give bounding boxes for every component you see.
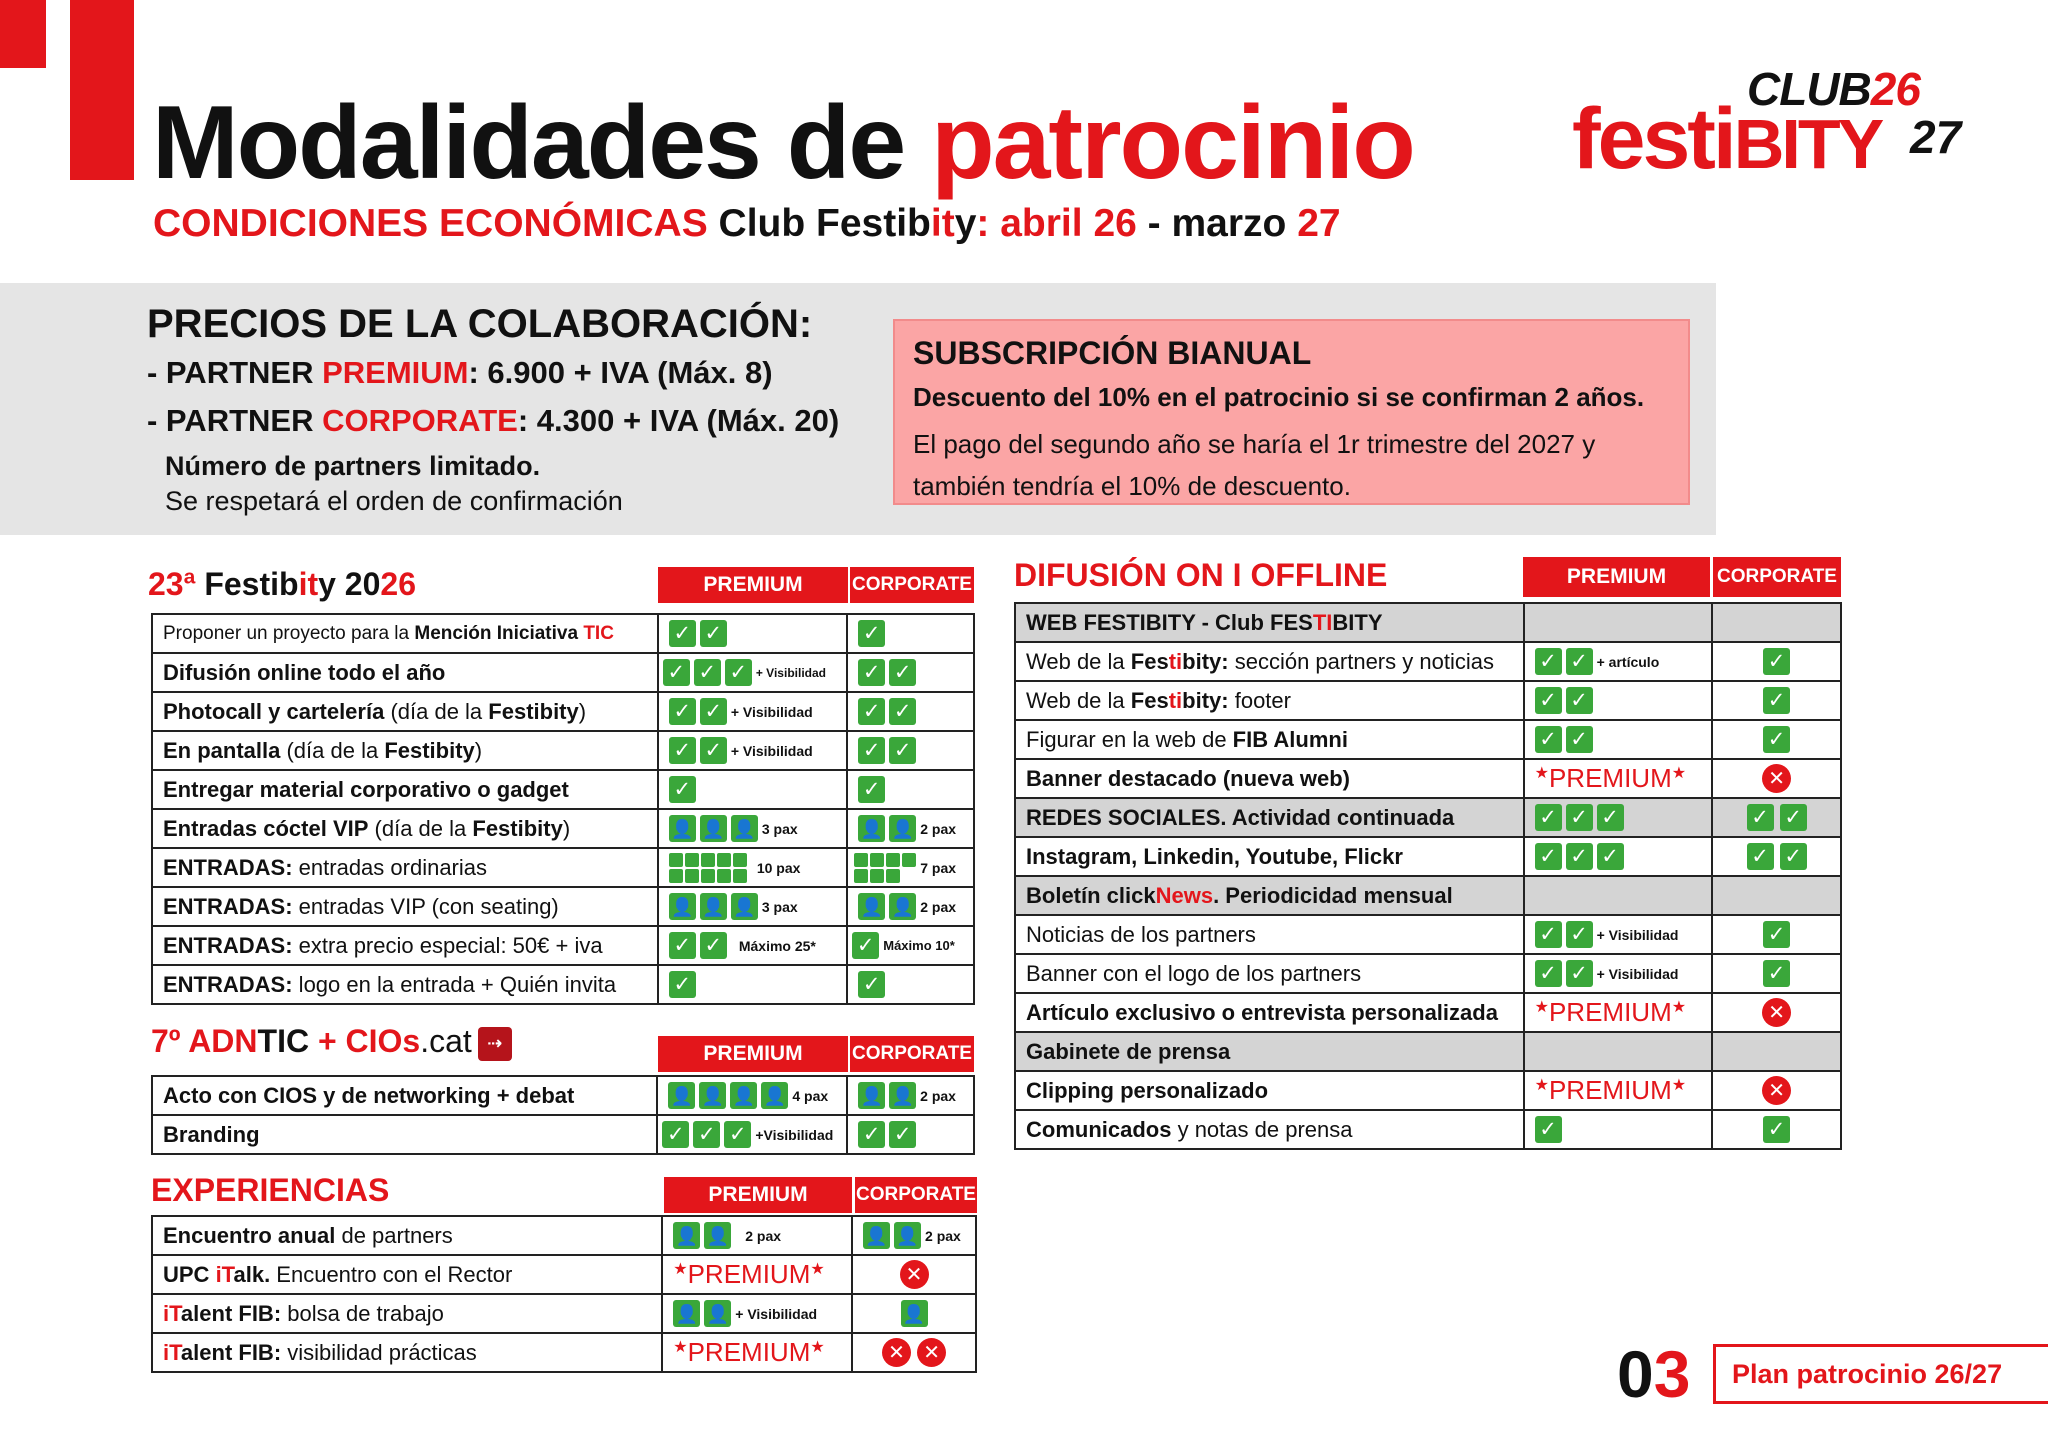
logo-festibity: festiBITY	[1572, 91, 1882, 187]
table-row	[1015, 681, 1841, 720]
premium-cell	[1524, 1071, 1713, 1110]
corporate-cell: 👤 👤 2 pax	[852, 1216, 976, 1255]
price-premium: - PARTNER PREMIUM: 6.900 + IVA (Máx. 8)	[147, 355, 773, 390]
subtitle-part: it	[930, 202, 955, 245]
check-icon: ✓	[858, 776, 885, 803]
table-row	[1015, 954, 1841, 993]
premium-cell: ✓ ✓ Máximo 25*	[658, 926, 847, 965]
check-icon: ✓	[1763, 960, 1790, 987]
premium-cell	[1524, 993, 1713, 1032]
table-row	[152, 1294, 976, 1333]
table-row	[1015, 642, 1841, 681]
subscription-bold: Descuento del 10% en el patrocinio si se confirman 2 años.	[913, 382, 1645, 412]
check-icon: ✓	[858, 971, 885, 998]
corporate-cell	[1712, 798, 1841, 837]
subscription-box	[893, 319, 1690, 505]
row-label: Photocall y cartelería (día de la Festibity)	[152, 692, 658, 731]
check-icon: ✓	[669, 620, 696, 647]
person-icon: 👤	[673, 1222, 700, 1249]
person-icon: 👤	[731, 893, 758, 920]
subtitle-part: : abril	[976, 202, 1094, 245]
check-icon: ✓	[858, 737, 885, 764]
table-row	[152, 1255, 976, 1294]
corporate-cell: 👤 👤 2 pax	[847, 1076, 974, 1115]
premium-cell	[658, 965, 847, 1004]
premium-cell: ✓ ✓ + Visibilidad	[1524, 915, 1713, 954]
premium-cell: ✓ ✓ + Visibilidad	[1524, 954, 1713, 993]
corporate-cell: 👤 👤 2 pax	[847, 809, 974, 848]
row-label: Encuentro anual de partners	[152, 1216, 662, 1255]
corporate-cell	[1712, 642, 1841, 681]
table-row	[1015, 759, 1841, 798]
check-icon: ✓	[1535, 804, 1562, 831]
table-row	[152, 965, 974, 1004]
check-icon: ✓	[1763, 1116, 1790, 1143]
table-row	[1015, 993, 1841, 1032]
check-icon: ✓	[1566, 960, 1593, 987]
premium-cell	[662, 1255, 852, 1294]
logo-club: CLUB26	[1747, 63, 1920, 115]
corporate-cell	[1712, 993, 1841, 1032]
table-row	[152, 692, 974, 731]
corporate-cell	[1712, 759, 1841, 798]
title-text: Modalidades de	[152, 85, 905, 201]
row-label: iTalent FIB: bolsa de trabajo	[152, 1294, 662, 1333]
difusion-heading: DIFUSIÓN ON I OFFLINE	[1014, 557, 1388, 593]
row-label: Entradas cóctel VIP (día de la Festibity)	[152, 809, 658, 848]
corporate-cell	[1712, 1110, 1841, 1149]
check-icon: ✓	[1535, 687, 1562, 714]
premium-cell: 👤 👤 👤 👤 4 pax	[657, 1076, 847, 1115]
check-icon: ✓	[1535, 921, 1562, 948]
check-icon: ✓	[694, 659, 721, 686]
premium-cell	[1524, 759, 1713, 798]
person-icon: 👤	[889, 815, 916, 842]
cross-icon: ✕	[882, 1338, 911, 1367]
col-corporate: CORPORATE	[855, 1177, 977, 1213]
table-row	[152, 848, 974, 887]
corporate-cell	[847, 653, 974, 692]
difusion-table	[1014, 602, 1842, 1150]
corporate-cell	[1712, 837, 1841, 876]
cross-icon: ✕	[1762, 998, 1791, 1027]
experiencias-table	[151, 1215, 977, 1373]
people-group-icon	[854, 853, 916, 883]
check-icon: ✓	[669, 776, 696, 803]
check-icon: ✓	[858, 698, 885, 725]
check-icon: ✓	[858, 1121, 885, 1148]
check-icon: ✓	[1763, 687, 1790, 714]
corporate-cell	[847, 731, 974, 770]
cross-icon: ✕	[1762, 764, 1791, 793]
premium-cell: 👤 👤 👤 3 pax	[658, 887, 847, 926]
row-label: Web de la Festibity: sección partners y noticias	[1015, 642, 1524, 681]
title-accent-bar	[70, 0, 134, 180]
premium-cell: 👤 👤 👤 3 pax	[658, 809, 847, 848]
person-icon: 👤	[730, 1082, 757, 1109]
check-icon: ✓	[1780, 804, 1807, 831]
check-icon: ✓	[1535, 1116, 1562, 1143]
plan-label: Plan patrocinio 26/27	[1713, 1344, 2048, 1404]
price-corporate: - PARTNER CORPORATE: 4.300 + IVA (Máx. 20)	[147, 403, 840, 438]
person-icon: 👤	[858, 815, 885, 842]
cross-icon: ✕	[900, 1260, 929, 1289]
prices-heading: PRECIOS DE LA COLABORACIÓN:	[147, 302, 813, 346]
table-row	[152, 1333, 976, 1372]
person-icon: 👤	[901, 1300, 928, 1327]
table-section-row	[1015, 798, 1841, 837]
row-label: Banner destacado (nueva web)	[1015, 759, 1524, 798]
check-icon: ✓	[725, 659, 752, 686]
table-row	[152, 1115, 974, 1154]
page-subtitle	[153, 202, 1341, 246]
person-icon: 👤	[858, 893, 885, 920]
table-row	[152, 926, 974, 965]
table-row	[1015, 837, 1841, 876]
table-row	[152, 809, 974, 848]
check-icon: ✓	[1566, 687, 1593, 714]
premium-cell	[658, 770, 847, 809]
check-icon: ✓	[1763, 726, 1790, 753]
table-row	[1015, 720, 1841, 759]
table-section-row	[1015, 1032, 1841, 1071]
row-label: iTalent FIB: visibilidad prácticas	[152, 1333, 662, 1372]
premium-cell	[662, 1333, 852, 1372]
premium-only-badge: ★PREMIUM★	[673, 1259, 825, 1289]
person-icon: 👤	[894, 1222, 921, 1249]
premium-cell	[1524, 681, 1713, 720]
table-section-row	[1015, 603, 1841, 642]
subtitle-part: y	[954, 202, 977, 245]
check-icon: ✓	[700, 737, 727, 764]
check-icon: ✓	[889, 737, 916, 764]
person-icon: 👤	[889, 893, 916, 920]
corporate-cell	[1712, 915, 1841, 954]
check-icon: ✓	[669, 971, 696, 998]
table-row	[1015, 1110, 1841, 1149]
corporate-cell	[1712, 681, 1841, 720]
page-number: 03	[1617, 1337, 1691, 1411]
check-icon: ✓	[858, 659, 885, 686]
festibity-table	[151, 613, 975, 1005]
premium-cell: ✓ ✓ ✓ + Visibilidad	[658, 653, 847, 692]
check-icon: ✓	[1566, 843, 1593, 870]
check-icon: ✓	[858, 620, 885, 647]
premium-cell	[1524, 837, 1713, 876]
row-label: Artículo exclusivo o entrevista personalizada	[1015, 993, 1524, 1032]
person-icon: 👤	[699, 1082, 726, 1109]
adntic-heading: 7º ADNTIC + CIOs.cat ⇢	[151, 1023, 512, 1061]
row-label: Banner con el logo de los partners	[1015, 954, 1524, 993]
person-icon: 👤	[673, 1300, 700, 1327]
corporate-cell	[852, 1333, 976, 1372]
col-corporate: CORPORATE	[850, 1036, 974, 1072]
premium-cell: ✓ ✓ + artículo	[1524, 642, 1713, 681]
row-label: UPC iTalk. Encuentro con el Rector	[152, 1255, 662, 1294]
subtitle-part: 27	[1297, 202, 1341, 245]
check-icon: ✓	[669, 932, 696, 959]
premium-cell: 👤 👤 + Visibilidad	[662, 1294, 852, 1333]
check-icon: ✓	[700, 698, 727, 725]
check-icon: ✓	[1747, 843, 1774, 870]
check-icon: ✓	[889, 659, 916, 686]
premium-cell: 10 pax	[658, 848, 847, 887]
prices-section	[147, 302, 867, 517]
logo-year: 27	[1910, 111, 1962, 163]
club-festibity-logo	[1572, 62, 1972, 202]
table-row	[152, 731, 974, 770]
row-label: Entregar material corporativo o gadget	[152, 770, 658, 809]
table-row	[152, 1076, 974, 1115]
corporate-cell	[1712, 720, 1841, 759]
corporate-cell	[1712, 954, 1841, 993]
check-icon: ✓	[1780, 843, 1807, 870]
table-row	[152, 770, 974, 809]
row-label: Instagram, Linkedin, Youtube, Flickr	[1015, 837, 1524, 876]
check-icon: ✓	[1763, 648, 1790, 675]
corporate-cell	[847, 614, 974, 653]
premium-cell	[1524, 720, 1713, 759]
col-premium: PREMIUM	[658, 567, 848, 603]
check-icon: ✓	[669, 698, 696, 725]
row-label: Clipping personalizado	[1015, 1071, 1524, 1110]
subtitle-part: 26	[1093, 202, 1137, 245]
check-icon: ✓	[1566, 921, 1593, 948]
corporate-cell	[847, 770, 974, 809]
person-icon: 👤	[669, 893, 696, 920]
check-icon: ✓	[662, 1121, 689, 1148]
row-label: Comunicados y notas de prensa	[1015, 1110, 1524, 1149]
table-row	[1015, 915, 1841, 954]
check-icon: ✓	[1597, 804, 1624, 831]
title-highlight: patrocinio	[931, 85, 1414, 201]
experiencias-heading: EXPERIENCIAS	[151, 1172, 390, 1208]
table-row	[152, 1216, 976, 1255]
corporate-cell	[847, 965, 974, 1004]
people-group-icon	[669, 853, 747, 883]
row-label: ENTRADAS: extra precio especial: 50€ + iva	[152, 926, 658, 965]
check-icon: ✓	[669, 737, 696, 764]
subtitle-part: - marzo	[1136, 202, 1298, 245]
check-icon: ✓	[1535, 843, 1562, 870]
corporate-cell	[852, 1294, 976, 1333]
adntic-table	[151, 1075, 975, 1155]
cross-icon: ✕	[1762, 1076, 1791, 1105]
col-premium: PREMIUM	[658, 1036, 848, 1072]
check-icon: ✓	[1535, 648, 1562, 675]
premium-only-badge: ★PREMIUM★	[1534, 763, 1687, 793]
corporate-cell	[852, 1255, 976, 1294]
subtitle-part: Club Festib	[718, 202, 931, 245]
check-icon: ✓	[1566, 804, 1593, 831]
corporate-cell	[847, 1115, 974, 1154]
cios-logo-icon: ⇢	[478, 1027, 512, 1061]
corporate-cell	[847, 692, 974, 731]
person-icon: 👤	[863, 1222, 890, 1249]
row-label: Proponer un proyecto para la Mención Iniciativa TIC	[152, 614, 658, 653]
row-label: Branding	[152, 1115, 657, 1154]
row-label: Acto con CIOS y de networking + debat	[152, 1076, 657, 1115]
col-premium: PREMIUM	[664, 1177, 852, 1213]
premium-cell	[1524, 798, 1713, 837]
person-icon: 👤	[668, 1082, 695, 1109]
row-label: Difusión online todo el año	[152, 653, 658, 692]
row-label: ENTRADAS: entradas ordinarias	[152, 848, 658, 887]
corporate-cell: ✓ Máximo 10*	[847, 926, 974, 965]
row-label: WEB FESTIBITY - Club FESTIBITY	[1015, 603, 1524, 642]
check-icon: ✓	[1747, 804, 1774, 831]
table-row	[152, 614, 974, 653]
table-section-row	[1015, 876, 1841, 915]
row-label: ENTRADAS: entradas VIP (con seating)	[152, 887, 658, 926]
check-icon: ✓	[663, 659, 690, 686]
premium-cell	[1524, 1110, 1713, 1149]
corporate-cell	[1712, 1071, 1841, 1110]
corporate-cell: 👤 👤 2 pax	[847, 887, 974, 926]
premium-only-badge: ★PREMIUM★	[1534, 997, 1687, 1027]
person-icon: 👤	[858, 1082, 885, 1109]
col-corporate: CORPORATE	[1713, 557, 1841, 597]
row-label: Web de la Festibity: footer	[1015, 681, 1524, 720]
page-title	[152, 86, 1414, 200]
check-icon: ✓	[1566, 648, 1593, 675]
person-icon: 👤	[669, 815, 696, 842]
check-icon: ✓	[1763, 921, 1790, 948]
person-icon: 👤	[761, 1082, 788, 1109]
check-icon: ✓	[1535, 960, 1562, 987]
check-icon: ✓	[700, 620, 727, 647]
prices-note: Se respetará el orden de confirmación	[165, 486, 623, 516]
corporate-cell: 7 pax	[847, 848, 974, 887]
premium-cell	[658, 614, 847, 653]
check-icon: ✓	[724, 1121, 751, 1148]
premium-cell: ✓ ✓ + Visibilidad	[658, 692, 847, 731]
premium-only-badge: ★PREMIUM★	[673, 1337, 825, 1367]
premium-cell: ✓ ✓ ✓ +Visibilidad	[657, 1115, 847, 1154]
subscription-heading: SUBSCRIPCIÓN BIANUAL	[913, 335, 1312, 371]
person-icon: 👤	[700, 815, 727, 842]
table-row	[1015, 1071, 1841, 1110]
check-icon: ✓	[852, 932, 879, 959]
check-icon: ✓	[700, 932, 727, 959]
person-icon: 👤	[704, 1300, 731, 1327]
row-label: Gabinete de prensa	[1015, 1032, 1524, 1071]
col-premium: PREMIUM	[1523, 557, 1710, 597]
premium-cell: 👤 👤 2 pax	[662, 1216, 852, 1255]
subscription-text: El pago del segundo año se haría el 1r trimestre del 2027 y también tendría el 10% de descuento.	[913, 429, 1596, 501]
row-label: Figurar en la web de FIB Alumni	[1015, 720, 1524, 759]
person-icon: 👤	[889, 1082, 916, 1109]
premium-only-badge: ★PREMIUM★	[1534, 1075, 1687, 1105]
person-icon: 👤	[700, 893, 727, 920]
check-icon: ✓	[889, 698, 916, 725]
person-icon: 👤	[731, 815, 758, 842]
col-corporate: CORPORATE	[850, 567, 974, 603]
prices-note-bold: Número de partners limitado.	[165, 451, 541, 481]
check-icon: ✓	[1597, 843, 1624, 870]
premium-cell: ✓ ✓ + Visibilidad	[658, 731, 847, 770]
cross-icon: ✕	[917, 1338, 946, 1367]
row-label: REDES SOCIALES. Actividad continuada	[1015, 798, 1524, 837]
check-icon: ✓	[693, 1121, 720, 1148]
row-label: ENTRADAS: logo en la entrada + Quién invita	[152, 965, 658, 1004]
festibity-heading: 23ª Festibity 2026	[148, 566, 416, 602]
row-label: Noticias de los partners	[1015, 915, 1524, 954]
table-row	[152, 653, 974, 692]
subtitle-red: CONDICIONES ECONÓMICAS	[153, 202, 708, 245]
row-label: Boletín clickNews. Periodicidad mensual	[1015, 876, 1524, 915]
person-icon: 👤	[704, 1222, 731, 1249]
check-icon: ✓	[889, 1121, 916, 1148]
corner-accent-bar	[0, 0, 46, 68]
table-row	[152, 887, 974, 926]
row-label: En pantalla (día de la Festibity)	[152, 731, 658, 770]
check-icon: ✓	[1566, 726, 1593, 753]
check-icon: ✓	[1535, 726, 1562, 753]
